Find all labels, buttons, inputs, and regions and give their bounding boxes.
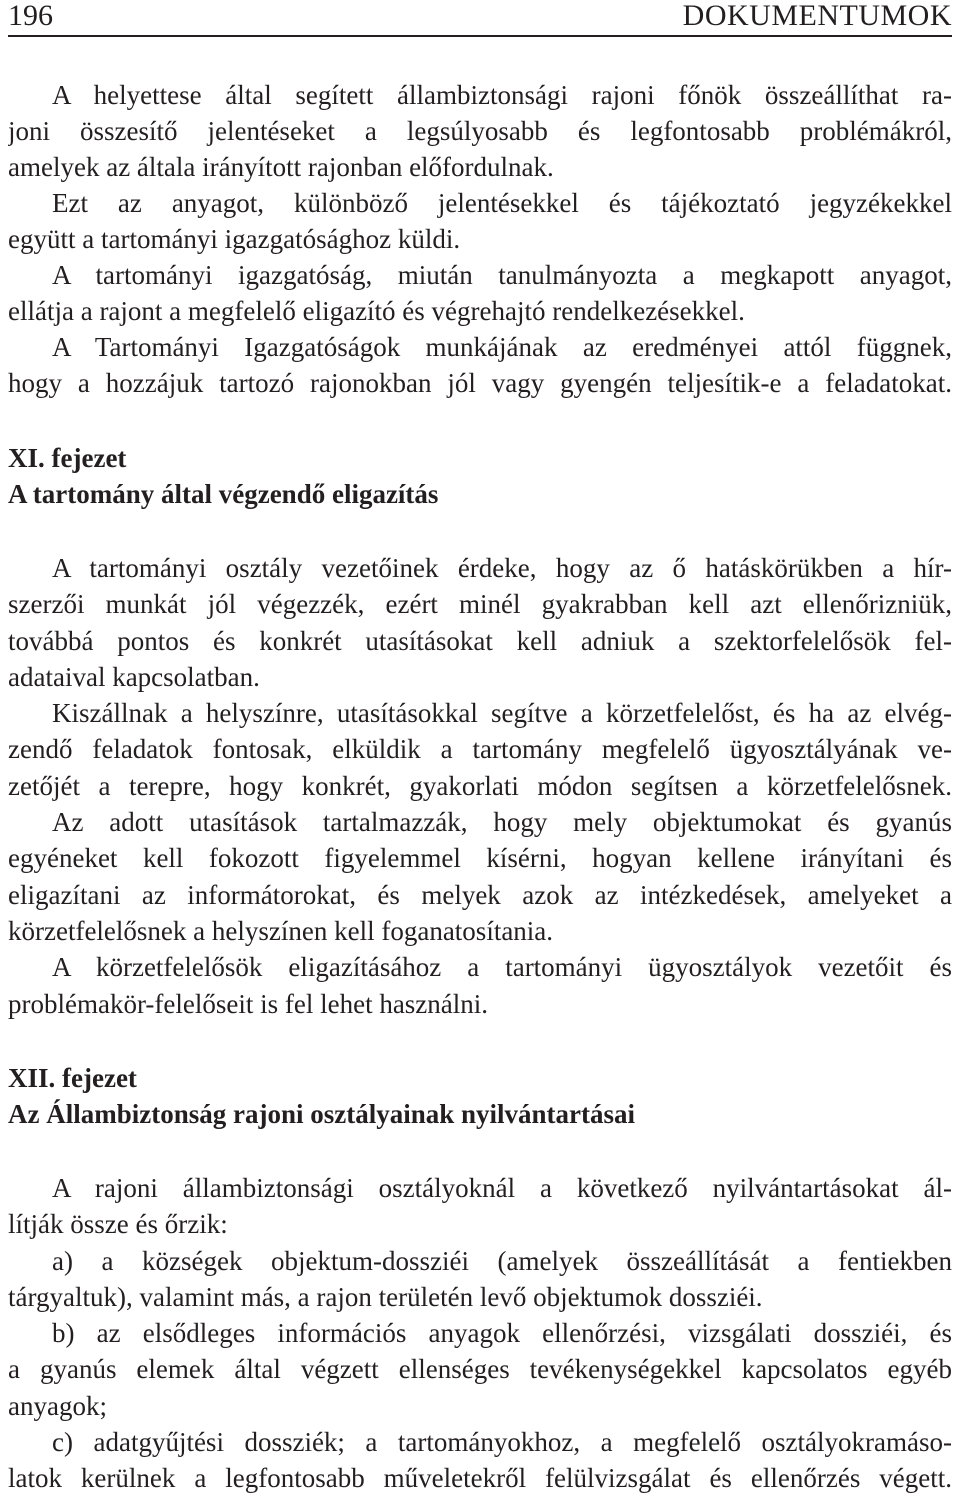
list-item <box>8 1243 952 1316</box>
text-line: Az adott utasítások tartalmazzák, hogy mely objektumokat és gyanús <box>52 807 952 838</box>
chapter-heading <box>8 1060 952 1132</box>
text-line: együtt a tartományi igazgatósághoz küldi. <box>8 224 461 254</box>
text-line: A tartományi igazgatóság, miután tanulmányozta a megkapott anyagot, <box>52 260 952 290</box>
text-line: zetőjét a terepre, hogy konkrét, gyakorlati módon segítsen a körzetfelelősnek. <box>8 770 952 801</box>
chapter-number: XII. fejezet <box>8 1063 137 1093</box>
chapter-body <box>8 550 952 1022</box>
text-line: A körzetfelelősök eligazításához a tartományi ügyosztályok vezetőit és <box>52 952 952 983</box>
paragraph <box>8 804 952 949</box>
text-line: ellátja a rajont a megfelelő eligazító és végrehajtó rendelkezésekkel. <box>8 296 745 326</box>
running-title: DOKUMENTUMOK <box>682 0 952 32</box>
text-line: problémakör-felelőseit is fel lehet használni. <box>8 988 489 1019</box>
text-line: latok kerülnek a legfontosabb műveletekről felülvizsgálat és ellenőrzés végett. <box>8 1463 952 1494</box>
text-line: tárgyaltuk), valamint más, a rajon területén levő objektumok dossziéi. <box>8 1281 763 1312</box>
paragraph <box>8 77 952 185</box>
paragraph <box>8 949 952 1022</box>
text-line: A helyettese által segített állambiztonsági rajoni főnök összeállíthat ra- <box>52 80 952 110</box>
page-number: 196 <box>8 0 53 32</box>
paragraph <box>8 550 952 695</box>
header-rule <box>8 35 952 37</box>
text-line: adataival kapcsolatban. <box>8 661 260 692</box>
text-line: zendő feladatok fontosak, elküldik a tartomány megfelelő ügyosztályának ve- <box>8 734 952 765</box>
text-line: egyéneket kell fokozott figyelemmel kísérni, hogyan kellene irányítani és <box>8 843 952 874</box>
text-line: a gyanús elemek által végzett ellenséges tevékenységekkel kapcsolatos egyéb <box>8 1354 952 1385</box>
running-header <box>8 0 952 34</box>
text-line: hogy a hozzájuk tartozó rajonokban jól vagy gyengén teljesítik-e a feladatokat. <box>8 368 952 398</box>
paragraph <box>8 257 952 329</box>
text-line: körzetfelelősnek a helyszínen kell foganatosítania. <box>8 915 554 946</box>
chapter-heading <box>8 440 952 512</box>
chapter-title: A tartomány által végzendő eligazítás <box>8 479 439 509</box>
text-line: joni összesítő jelentéseket a legsúlyosabb és legfontosabb problémákról, <box>8 116 952 146</box>
paragraph <box>8 329 952 401</box>
chapter-number: XI. fejezet <box>8 443 127 473</box>
paragraph <box>8 185 952 257</box>
text-line: A rajoni állambiztonsági osztályoknál a következő nyilvántartásokat ál- <box>52 1173 952 1203</box>
text-line: b) az elsődleges információs anyagok ellenőrzési, vizsgálati dossziéi, és <box>52 1318 952 1349</box>
paragraph <box>8 695 952 804</box>
text-line: A tartományi osztály vezetőinek érdeke, hogy az ő hatáskörükben a hír- <box>52 553 952 583</box>
chapter-title: Az Állambiztonság rajoni osztályainak nyilvántartásai <box>8 1099 636 1129</box>
chapter-body <box>8 1170 952 1497</box>
list-item <box>8 1315 952 1424</box>
text-line: szerzői munkát jól végezzék, ezért minél gyakrabban kell azt ellenőrizniük, <box>8 589 952 620</box>
text-line: eligazítani az informátorokat, és melyek azok az intézkedések, amelyeket a <box>8 879 952 910</box>
text-line: c) adatgyűjtési dossziék; a tartományokhoz, a megfelelő osztályokramáso- <box>52 1427 952 1458</box>
paragraph <box>8 1170 952 1243</box>
text-line: Ezt az anyagot, különböző jelentésekkel és tájékoztató jegyzékekkel <box>52 188 952 218</box>
text-line: a) a községek objektum-dossziéi (amelyek összeállítását a fentiekben <box>52 1245 952 1276</box>
intro-section <box>8 77 952 401</box>
text-line: anyagok; <box>8 1390 107 1421</box>
text-line: továbbá pontos és konkrét utasításokat kell adniuk a szektorfelelősök fel- <box>8 625 952 656</box>
text-line: amelyek az általa irányított rajonban előfordulnak. <box>8 152 554 182</box>
text-line: lítják össze és őrzik: <box>8 1209 228 1240</box>
text-line: Kiszállnak a helyszínre, utasításokkal segítve a körzetfelelőst, és ha az elvég- <box>52 698 952 729</box>
text-line: A Tartományi Igazgatóságok munkájának az eredményei attól függnek, <box>52 332 952 362</box>
list-item <box>8 1424 952 1497</box>
